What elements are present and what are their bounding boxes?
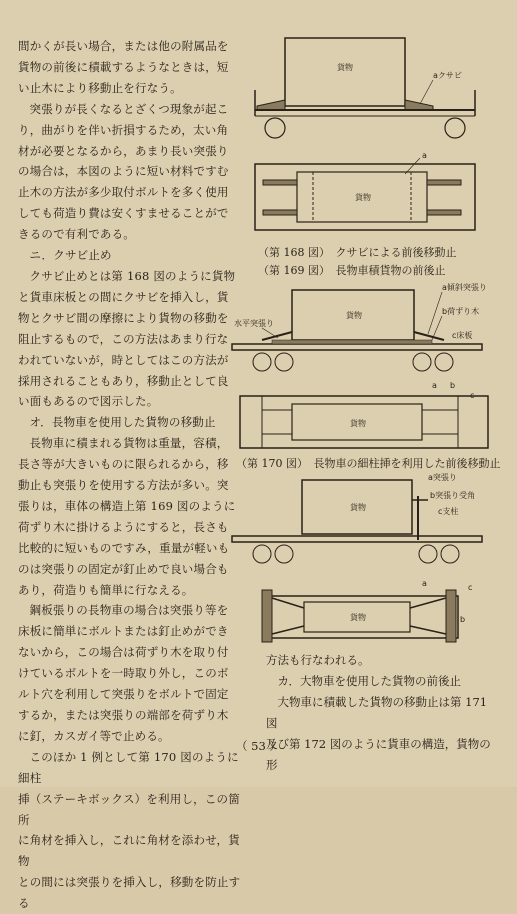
- fig170-lower-a-label: a: [422, 579, 427, 588]
- fig168-side-view: [255, 30, 495, 140]
- text-line: ないから，この場合は荷ずり木を取り付: [18, 645, 229, 660]
- fig170-lower-c-label: c: [468, 583, 473, 592]
- text-line: 間かくが長い場合，または他の附属品を: [18, 39, 229, 53]
- fig169-side-view: [232, 282, 502, 377]
- text-line: するか，または突張りの端部を荷ずり木: [18, 708, 229, 722]
- text-line: クサビ止めとは第 168 図のように貨物: [29, 268, 236, 283]
- fig168-wedge-label: aクサビ: [433, 71, 462, 80]
- text-line: との間には突張りを挿入し，移動を防止する: [18, 875, 241, 911]
- text-line: きるので有利である。: [18, 227, 135, 242]
- text-line: 貨物の前後に積載するようなときは，短: [18, 59, 229, 74]
- fig169-cargo-label: 貨物: [346, 311, 362, 320]
- fig169-a-label: a傾斜突張り: [442, 283, 487, 292]
- text-line: われていないが，時としてはこの方法が: [18, 352, 229, 367]
- text-line: の場合は，本図のように短い材料ですむ: [18, 164, 229, 179]
- text-line: このほか 1 例として第 170 図のように細柱: [18, 749, 239, 785]
- text-line: に釘，カスガイ等で止める。: [18, 728, 170, 743]
- fig170-c-label: c支柱: [438, 507, 459, 516]
- fig170-top-view: [232, 381, 502, 452]
- text-line: 挿（ステーキボックス）を利用し，この箇所: [18, 791, 240, 827]
- text-line: 張りは，車体の構造上第 169 図のように: [18, 498, 236, 513]
- text-line: い止木により移動止を行なう。: [18, 80, 182, 95]
- text-line: 鋼板張りの長物車の場合は突張り等を: [29, 603, 229, 618]
- text-line: 比較的に短いものですみ，重量が軽いも: [18, 540, 230, 555]
- fig170-top-a-label: a: [432, 381, 437, 390]
- text-line: 突張りが長くなるとざくつ現象が起こ: [29, 101, 229, 116]
- body-text-right: [266, 650, 498, 775]
- text-line: 床板に簡単にボルトまたは釘止めができ: [18, 624, 229, 639]
- text-line: オ．長物車を使用した貨物の移動止: [29, 415, 216, 430]
- fig168-cargo-label: 貨物: [337, 63, 353, 72]
- text-line: 長さ等が大きいものに限られるから，移: [18, 457, 229, 472]
- text-line: のは突張りの固定が釘止めで良い場合も: [18, 561, 229, 576]
- fig170-b-label: b突張り受角: [430, 491, 476, 500]
- fig170-lower-b-label: b: [460, 615, 466, 624]
- text-line: ルト穴を利用して突張りをボルトで固定: [18, 687, 229, 702]
- text-line: 荷ずり木に掛けるようにすると，長さも: [18, 519, 229, 534]
- fig170-side-view: [232, 470, 502, 570]
- text-line: と貨車床板との間にクサビを挿入し，貨: [18, 289, 229, 304]
- text-line: 及び第 172 図のように貨車の構造，貨物の形: [266, 736, 491, 772]
- text-line: けているボルトを一時取り外し，このボ: [18, 666, 229, 681]
- text-line: 材が必要となるから，あまり長い突張り: [18, 143, 229, 158]
- fig169-horizontal-strut-label: 水平突張り: [234, 319, 274, 328]
- text-line: カ．大物車を使用した貨物の前後止: [277, 673, 462, 688]
- fig169-c-label: c床板: [452, 331, 473, 340]
- text-line: 止木の方法が多少取付ボルトを多く使用: [18, 185, 229, 200]
- fig169-caption: （第 169 図） 長物車積貨物の前後止: [258, 264, 446, 277]
- text-line: 大物車に積載した貨物の移動止は第 171 図: [266, 694, 488, 730]
- text-line: 長物車に積まれる貨物は重量，容積，: [29, 436, 229, 451]
- fig170-top-b-label: b: [450, 381, 456, 390]
- text-line: 物とクサビ間の摩擦により貨物の移動を: [18, 310, 229, 325]
- text-line: 採用されることもあり，移動止として良: [18, 373, 229, 388]
- text-line: い面もあるので図示した。: [18, 394, 159, 409]
- text-line: 方法も行なわれる。: [266, 653, 370, 667]
- fig170-top-c-label: c: [470, 391, 475, 400]
- fig170-lower-cargo-label: 貨物: [350, 613, 366, 622]
- fig170-side-cargo-label: 貨物: [350, 503, 366, 512]
- fig168-top-view: [255, 151, 495, 238]
- fig168-top-cargo-label: 貨物: [355, 193, 371, 202]
- fig170-lower-top-view: [232, 578, 502, 648]
- text-line: あり，荷造りも簡単に行なえる。: [18, 582, 194, 597]
- text-line: り，曲がりを伴い折損するため，太い角: [18, 122, 229, 137]
- text-line: 動止も突張りを使用する方法が多い。突: [18, 478, 229, 493]
- text-line: 阻止するもので，この方法はあまり行な: [18, 331, 229, 346]
- text-line: しても荷造り費は安くすませることがで: [18, 206, 229, 221]
- fig170-top-cargo-label: 貨物: [350, 419, 366, 428]
- fig168-caption: （第 168 図） クサビによる前後移動止: [258, 246, 457, 259]
- body-text-left: [18, 36, 246, 914]
- text-line: に角材を挿入し，これに角材を添わせ，貨物: [18, 833, 240, 869]
- fig170-a-label: a突張り: [428, 473, 457, 482]
- fig168-a-label: a: [422, 151, 427, 160]
- fig169-b-label: b荷ずり木: [442, 307, 480, 316]
- page-number: （ 53 ）: [236, 739, 281, 753]
- text-line: ニ．クサビ止め: [29, 248, 112, 263]
- fig170-caption: （第 170 図） 長物車の細柱挿を利用した前後移動止: [236, 457, 501, 470]
